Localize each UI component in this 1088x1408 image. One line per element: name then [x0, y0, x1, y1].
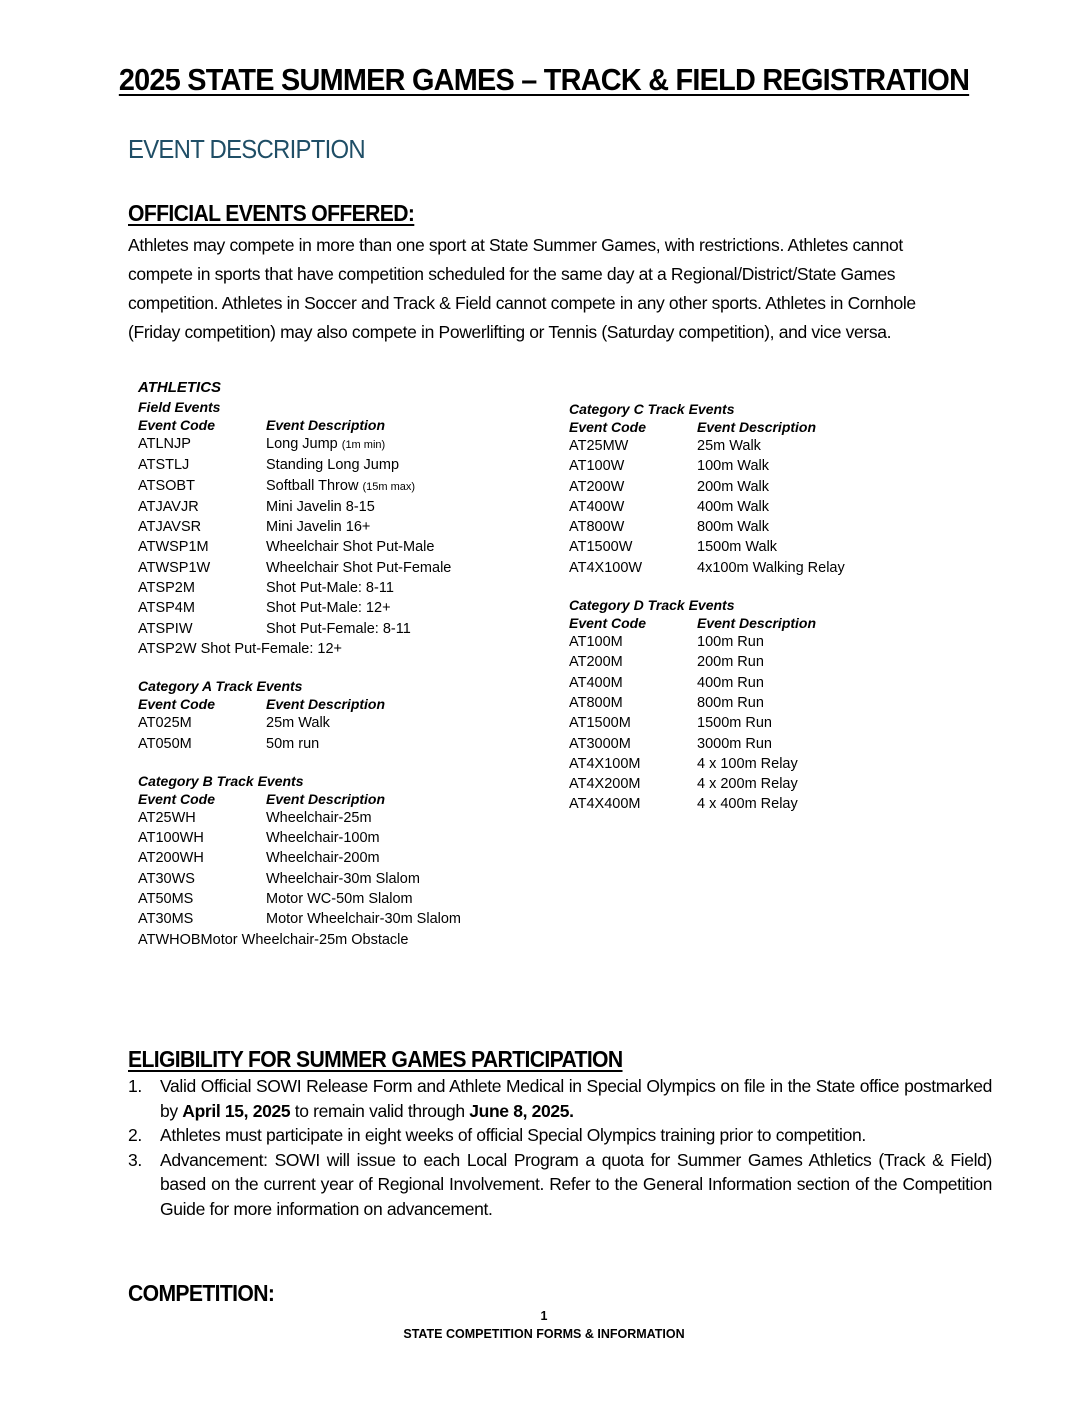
event-description: 4 x 200m Relay	[697, 776, 798, 793]
event-row	[569, 713, 845, 733]
category-d-header	[569, 614, 845, 632]
eligibility-item	[128, 1074, 992, 1123]
event-code: AT25MW	[569, 438, 629, 454]
item-number: 2.	[128, 1125, 142, 1146]
event-code: AT4X400M	[569, 796, 641, 813]
event-description: Wheelchair-25m	[266, 809, 372, 826]
event-code-header: Event Code	[138, 790, 216, 807]
event-row	[138, 598, 461, 618]
event-description-header: Event Description	[697, 419, 817, 435]
event-description: 100m Walk	[697, 458, 769, 475]
event-code: AT3000M	[569, 735, 631, 752]
event-row	[569, 652, 845, 672]
eligibility-heading	[128, 1046, 623, 1073]
event-row	[569, 693, 845, 713]
field-events-title: Field Events	[138, 399, 221, 415]
event-description: 4 x 100m Relay	[697, 755, 798, 772]
event-code: AT100W	[569, 458, 625, 475]
event-code: AT800W	[569, 519, 625, 536]
competition-heading: COMPETITION:	[128, 1280, 275, 1306]
event-description-heading: EVENT DESCRIPTION	[128, 134, 365, 164]
event-code: ATJAVSR	[138, 519, 202, 536]
field-events-last-row: ATSP2W Shot Put-Female: 12+	[138, 640, 343, 657]
eligibility-item	[128, 1148, 992, 1222]
event-description: 200m Walk	[697, 478, 769, 495]
field-events-header	[138, 416, 461, 434]
category-b-header	[138, 790, 461, 808]
event-code: AT30WS	[138, 870, 195, 887]
event-code: AT4X100M	[569, 755, 641, 772]
valid-through-date: June 8, 2025.	[469, 1100, 574, 1121]
event-code: AT050M	[138, 735, 192, 752]
event-description-header: Event Description	[266, 790, 386, 807]
event-row	[569, 754, 845, 774]
event-code: ATWSP1M	[138, 539, 209, 556]
event-description: Shot Put-Male: 8-11	[266, 580, 394, 597]
footer-text: STATE COMPETITION FORMS & INFORMATION	[403, 1327, 685, 1341]
event-note: (1m min)	[341, 439, 386, 451]
event-code: AT200M	[569, 654, 623, 671]
event-description-header: Event Description	[266, 696, 386, 713]
item-text: Athletes must participate in eight weeks of official Special Olympics training prior to competition.	[160, 1125, 866, 1146]
official-events-heading	[128, 200, 414, 227]
paragraph-line: compete in sports that have competition scheduled for the same day at a Regional/District/State Games	[128, 264, 896, 284]
event-code: AT1500M	[569, 715, 631, 732]
event-row	[569, 456, 845, 476]
official-events-paragraph	[128, 231, 1008, 347]
event-code: AT100WH	[138, 830, 204, 847]
category-d-title: Category D Track Events	[569, 597, 735, 614]
eligibility-heading-text: ELIGIBILITY FOR SUMMER GAMES PARTICIPATION	[128, 1046, 623, 1072]
event-description: Long Jump	[266, 436, 338, 452]
athletics-right-column	[569, 400, 845, 815]
event-code: AT800M	[569, 694, 623, 711]
event-code: AT025M	[138, 715, 192, 732]
event-description: 1500m Run	[697, 715, 772, 732]
event-code: AT30MS	[138, 911, 194, 928]
event-description: Shot Put-Male: 12+	[266, 600, 391, 617]
event-row	[569, 497, 845, 517]
event-code-header: Event Code	[569, 419, 647, 435]
event-code: ATWSP1W	[138, 559, 211, 576]
event-row	[569, 517, 845, 537]
event-description: 800m Run	[697, 694, 764, 711]
event-note: (15m max)	[362, 480, 416, 493]
event-code: AT400M	[569, 674, 623, 691]
athletics-left-column	[138, 378, 461, 950]
event-description: 100m Run	[697, 634, 764, 651]
event-row	[569, 734, 845, 754]
event-description: 4x100m Walking Relay	[697, 559, 845, 576]
category-a-title: Category A Track Events	[138, 678, 303, 695]
event-code: AT4X100W	[569, 559, 643, 576]
event-row	[569, 558, 845, 578]
event-row	[138, 497, 461, 517]
category-a-list	[138, 713, 461, 754]
category-c-title: Category C Track Events	[569, 401, 735, 417]
eligibility-item	[128, 1123, 992, 1148]
event-row	[569, 477, 845, 497]
page-title-text: 2025 STATE SUMMER GAMES – TRACK & FIELD REGISTRATION	[118, 62, 970, 97]
field-events-list	[138, 434, 461, 639]
event-row	[138, 434, 461, 455]
event-description: Wheelchair-100m	[266, 830, 380, 847]
event-description: Wheelchair Shot Put-Male	[266, 539, 435, 556]
event-row	[569, 774, 845, 794]
event-code: AT1500W	[569, 539, 633, 556]
event-description: Mini Javelin 16+	[266, 519, 371, 536]
event-description: Wheelchair Shot Put-Female	[266, 559, 452, 576]
event-description: 800m Walk	[697, 519, 769, 536]
paragraph-line: (Friday competition) may also compete in Powerlifting or Tennis (Saturday competition), and vice versa.	[128, 322, 892, 342]
official-events-heading-text: OFFICIAL EVENTS OFFERED:	[128, 200, 415, 226]
event-row	[569, 436, 845, 456]
event-row	[138, 828, 461, 848]
event-description: Standing Long Jump	[266, 457, 400, 474]
item-text-part: to remain valid through	[290, 1100, 470, 1121]
event-code: ATSP4M	[138, 600, 195, 617]
eligibility-list	[128, 1074, 992, 1222]
event-description: 50m run	[266, 735, 320, 752]
event-code: AT50MS	[138, 891, 194, 908]
event-row	[138, 889, 461, 909]
event-row	[138, 517, 461, 537]
event-description: Softball Throw	[266, 477, 359, 494]
event-description: Wheelchair-30m Slalom	[266, 870, 420, 887]
event-code: AT100M	[569, 634, 623, 651]
event-code: ATSP2M	[138, 580, 195, 597]
category-b-title: Category B Track Events	[138, 772, 304, 789]
event-description: 25m Walk	[697, 438, 761, 454]
event-row	[569, 632, 845, 652]
event-code-header: Event Code	[569, 615, 647, 632]
event-code: ATSOBT	[138, 477, 195, 494]
event-row	[138, 808, 461, 828]
category-b-last-row: ATWHOBMotor Wheelchair-25m Obstacle	[138, 931, 409, 948]
page-number: 1	[540, 1309, 548, 1323]
athletics-heading: ATHLETICS	[138, 379, 222, 396]
paragraph-line: Athletes may compete in more than one sport at State Summer Games, with restrictions. Athletes cannot	[128, 235, 903, 255]
event-code: ATJAVJR	[138, 498, 199, 515]
item-text-part: Valid Official SOWI Release Form and Athlete Medical in Special Olympics on file in the State office postmarked by	[160, 1076, 992, 1121]
event-code: ATSPIW	[138, 620, 193, 637]
category-b-list	[138, 808, 461, 930]
item-text: Advancement: SOWI will issue to each Local Program a quota for Summer Games Athletics (Track & Field) based on the current year of Regional Involvement. Refer to the General Information section of the Competition Guide for more information on advancement.	[160, 1149, 992, 1219]
item-number: 1.	[128, 1076, 142, 1096]
event-row	[569, 537, 845, 557]
event-row	[138, 869, 461, 889]
category-c-list	[569, 436, 845, 578]
event-code-header: Event Code	[138, 696, 216, 713]
event-row	[138, 848, 461, 868]
event-row	[569, 794, 845, 814]
event-row	[138, 734, 461, 754]
event-row	[138, 537, 461, 557]
event-code: ATLNJP	[138, 436, 191, 452]
event-code-header: Event Code	[138, 417, 216, 433]
event-code: AT400W	[569, 498, 625, 515]
event-code: AT200WH	[138, 850, 204, 867]
paragraph-line: competition. Athletes in Soccer and Track & Field cannot compete in any other sports. Athletes in Cornhole	[128, 293, 916, 313]
event-row	[138, 558, 461, 578]
event-row	[138, 619, 461, 639]
event-description: Shot Put-Female: 8-11	[266, 620, 411, 637]
item-text	[160, 1074, 992, 1123]
event-row	[569, 673, 845, 693]
item-number: 3.	[128, 1149, 142, 1170]
event-description: 200m Run	[697, 654, 764, 671]
category-d-list	[569, 632, 845, 815]
event-description-header: Event Description	[697, 615, 817, 632]
event-description: 1500m Walk	[697, 539, 778, 556]
event-row	[138, 455, 461, 475]
event-row	[138, 713, 461, 733]
event-description: 25m Walk	[266, 715, 330, 732]
event-code: AT200W	[569, 478, 625, 495]
event-description: Motor Wheelchair-30m Slalom	[266, 911, 462, 928]
event-code: ATSTLJ	[138, 457, 190, 474]
event-description: 400m Walk	[697, 498, 769, 515]
event-row	[138, 909, 461, 929]
event-description: 400m Run	[697, 674, 764, 691]
event-description: 3000m Run	[697, 735, 772, 752]
event-description: Mini Javelin 8-15	[266, 498, 375, 515]
category-c-header	[569, 418, 845, 436]
event-description: Motor WC-50m Slalom	[266, 891, 413, 908]
deadline-date: April 15, 2025	[182, 1100, 291, 1121]
category-a-header	[138, 695, 461, 713]
event-description: 4 x 400m Relay	[697, 796, 798, 813]
event-description: Wheelchair-200m	[266, 850, 380, 867]
event-description-header: Event Description	[266, 417, 386, 433]
event-code: AT25WH	[138, 809, 196, 826]
event-code: AT4X200M	[569, 776, 641, 793]
page-title	[38, 62, 1050, 98]
event-row	[138, 476, 461, 497]
event-row	[138, 578, 461, 598]
